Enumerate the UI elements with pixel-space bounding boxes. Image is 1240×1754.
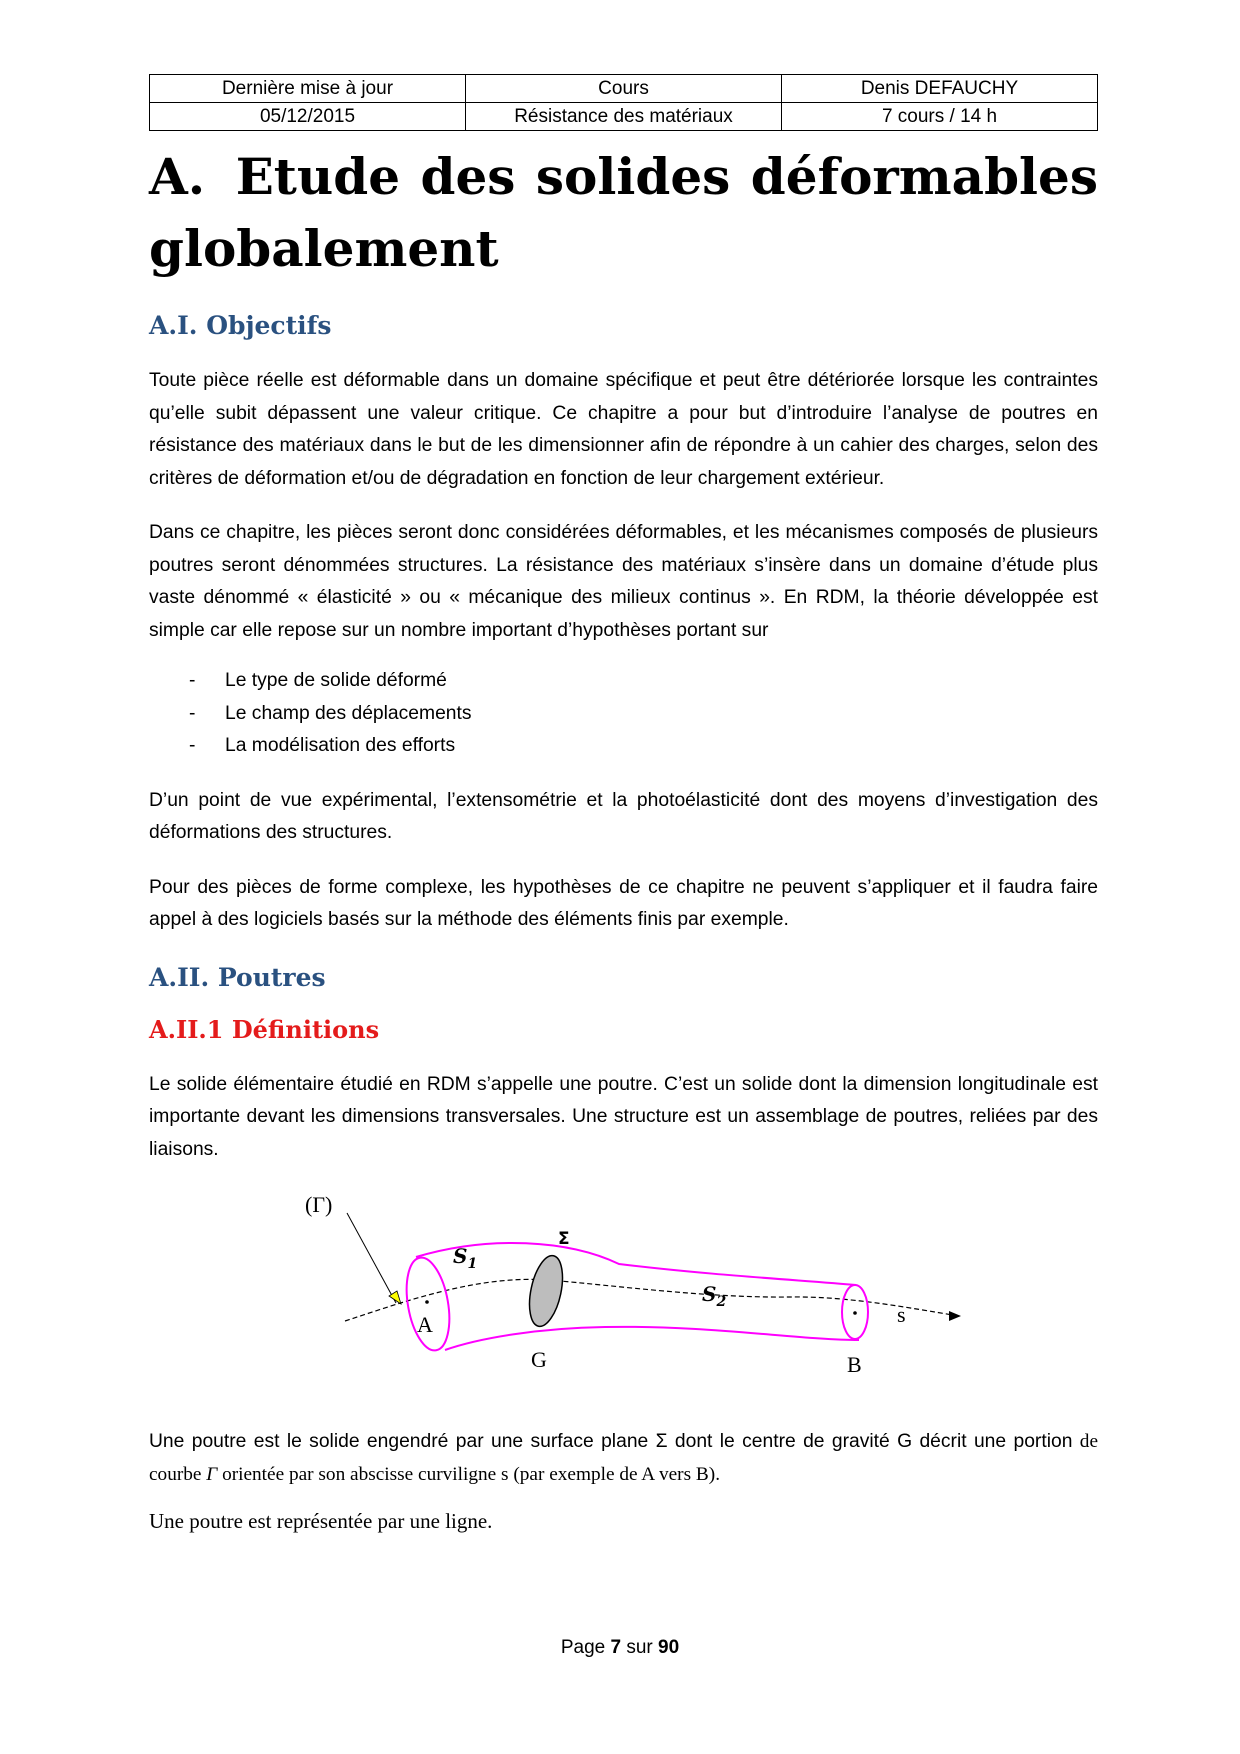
- label-b: B: [847, 1352, 862, 1377]
- section-heading-objectifs: A.I. Objectifs: [149, 311, 332, 340]
- beam-def-line1: Une poutre est le solide engendré par une surface plane Σ dont le centre de gravité G décrit une portion: [149, 1431, 1073, 1452]
- label-s1: [453, 1244, 477, 1272]
- label-gamma: (Γ): [305, 1192, 333, 1217]
- footer-page-number: 7: [610, 1637, 622, 1658]
- header-duration: 7 cours / 14 h: [782, 103, 1098, 131]
- paragraph: Pour des pièces de forme complexe, les hypothèses de ce chapitre ne peuvent s’appliquer et il faudra faire appel à des logiciels basés sur la méthode des éléments finis par exemple.: [149, 876, 1098, 930]
- list-item-text: Le champ des déplacements: [225, 702, 472, 724]
- list-item: - Le champ des déplacements: [189, 702, 472, 724]
- header-type-label: Cours: [466, 75, 782, 103]
- footer-page-label: Page: [560, 1637, 611, 1658]
- left-end-section: [400, 1254, 456, 1354]
- beam-def-gamma: Γ: [206, 1463, 218, 1485]
- paragraph: Une poutre est représentée par une ligne.: [149, 1509, 493, 1533]
- point-b-marker: [853, 1311, 857, 1315]
- list-item: - Le type de solide déformé: [189, 670, 447, 691]
- hypotheses-list: [149, 665, 1098, 763]
- paragraph: Dans ce chapitre, les pièces seront donc considérées déformables, et les mécanismes composés de plusieurs poutres seront dénommées structures. La résistance des matériaux s’insère dans un domaine d’étude plus vaste dénommé « élasticité » ou « mécanique des milieux continus ». En RDM, la théorie développée est simple car elle repose sur un nombre important d’hypothèses portant sur: [149, 522, 1098, 641]
- label-g: G: [531, 1347, 547, 1372]
- label-s1-sub: 1: [467, 1256, 478, 1272]
- header-course-title: Résistance des matériaux: [466, 103, 782, 131]
- list-item: - La modélisation des efforts: [189, 735, 456, 756]
- point-a-marker: [425, 1300, 429, 1304]
- gamma-pointer-line: [347, 1213, 396, 1303]
- header-table: [149, 74, 1098, 131]
- list-item-text: Le type de solide déformé: [225, 670, 447, 691]
- footer-of-label: sur: [621, 1637, 659, 1658]
- header-author: Denis DEFAUCHY: [782, 75, 1098, 103]
- footer-total-pages: 90: [658, 1637, 680, 1658]
- arrow-s-head: [949, 1311, 961, 1321]
- beam-def-post: orientée par son abscisse curviligne s (par exemple de A vers B).: [217, 1463, 721, 1485]
- chapter-number: A.: [149, 147, 206, 206]
- beam-outline-top: [416, 1243, 856, 1285]
- cross-section-sigma: [524, 1253, 568, 1330]
- label-s1-base: S: [453, 1244, 468, 1268]
- list-item-text: La modélisation des efforts: [225, 735, 456, 756]
- paragraph: Le solide élémentaire étudié en RDM s’appelle une poutre. C’est un solide dont la dimension longitudinale est importante devant les dimensions transversales. Une structure est un assemblage de poutres, reliées par des liaisons.: [149, 1073, 1098, 1160]
- label-s: s: [897, 1302, 906, 1327]
- subsection-heading-definitions: A.II.1 Définitions: [149, 1014, 380, 1044]
- label-s2-sub: 2: [716, 1294, 727, 1310]
- beam-diagram: [149, 1180, 1098, 1410]
- header-row-1: [150, 75, 1098, 103]
- header-date: 05/12/2015: [150, 103, 466, 131]
- chapter-title: [149, 141, 1098, 285]
- paragraph: D’un point de vue expérimental, l’extensométrie et la photoélasticité dont des moyens d’investigation des déformations des structures.: [149, 789, 1098, 843]
- beam-def-pre: de courbe: [149, 1431, 1098, 1485]
- label-a: A: [417, 1312, 433, 1337]
- label-s2: [702, 1282, 726, 1310]
- beam-outline-bottom: [445, 1327, 859, 1350]
- page-content: [149, 74, 1098, 1538]
- label-s2-base: S: [702, 1282, 717, 1306]
- beam-figure: [149, 1180, 1098, 1410]
- paragraph: Toute pièce réelle est déformable dans un domaine spécifique et peut être détériorée lorsque les contraintes qu’elle subit dépassent une valeur critique. Ce chapitre a pour but d’introduire l’analyse de poutres en résistance des matériaux dans le but de les dimensionner afin de répondre à un cahier des charges, selon des critères de déformation et/ou de dégradation en fonction de leur chargement extérieur.: [149, 370, 1098, 489]
- section-heading-poutres: A.II. Poutres: [149, 962, 326, 992]
- header-last-update-label: Dernière mise à jour: [150, 75, 466, 103]
- header-row-2: [150, 103, 1098, 131]
- chapter-title-text: Etude des solides déformables globalement: [149, 147, 1098, 278]
- page-footer: [0, 1637, 1240, 1659]
- paragraph-beam-definition: [149, 1426, 1098, 1491]
- label-sigma: Σ: [558, 1229, 570, 1249]
